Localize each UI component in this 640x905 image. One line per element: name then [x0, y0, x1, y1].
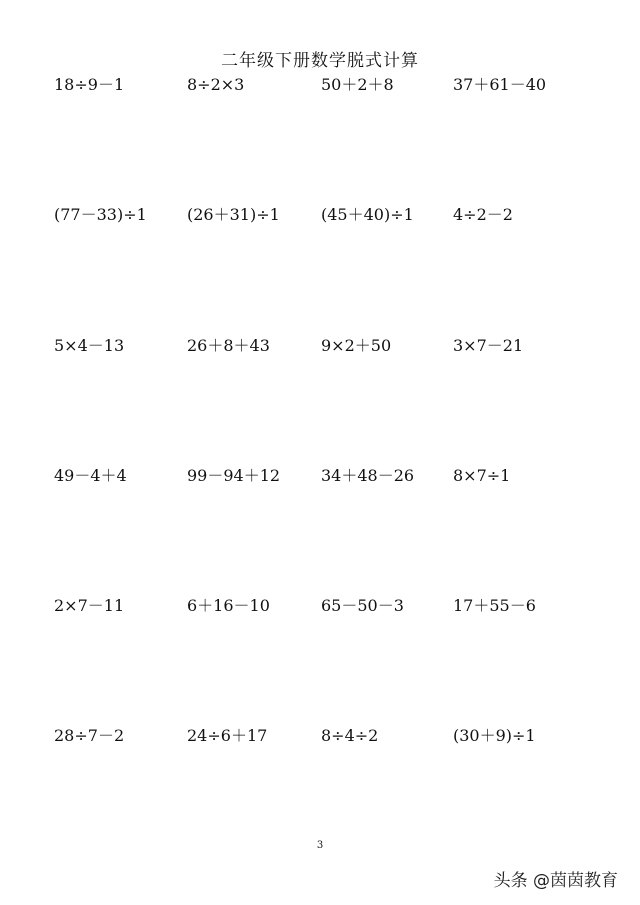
problem-item: 5×4－13 — [54, 335, 125, 355]
page-title: 二年级下册数学脱式计算 — [221, 51, 419, 71]
problem-item: 9×2＋50 — [321, 335, 392, 355]
problem-item: (26＋31)÷1 — [187, 205, 280, 225]
problem-item: 17＋55－6 — [453, 596, 536, 616]
problem-grid — [54, 73, 614, 855]
problem-item: 3×7－21 — [453, 335, 524, 355]
watermark: 头条 @茵茵教育 — [493, 871, 618, 891]
problem-item: 4÷2－2 — [453, 205, 513, 225]
problem-item: 28÷7－2 — [54, 726, 125, 746]
problem-item: 65－50－3 — [321, 596, 404, 616]
page-number: 3 — [316, 840, 324, 851]
problem-item: 99－94＋12 — [187, 465, 281, 485]
problem-item: 24÷6＋17 — [187, 726, 268, 746]
problem-item: 26＋8＋43 — [187, 335, 270, 355]
problem-item: (30＋9)÷1 — [453, 726, 536, 746]
problem-item: 8÷4÷2 — [321, 726, 379, 746]
problem-item: 8×7÷1 — [453, 465, 511, 485]
problem-item: 49－4＋4 — [54, 465, 127, 485]
problem-item: 6＋16－10 — [187, 596, 270, 616]
problem-item: 37＋61－40 — [453, 75, 547, 94]
problem-item: 18÷9－1 — [54, 75, 125, 94]
problem-item: (45＋40)÷1 — [321, 205, 414, 225]
problem-item: 50＋2＋8 — [321, 75, 394, 94]
problem-item: (77－33)÷1 — [54, 205, 147, 225]
problem-item: 8÷2×3 — [187, 75, 245, 94]
problem-item: 34＋48－26 — [321, 465, 415, 485]
problem-item: 2×7－11 — [54, 596, 125, 616]
